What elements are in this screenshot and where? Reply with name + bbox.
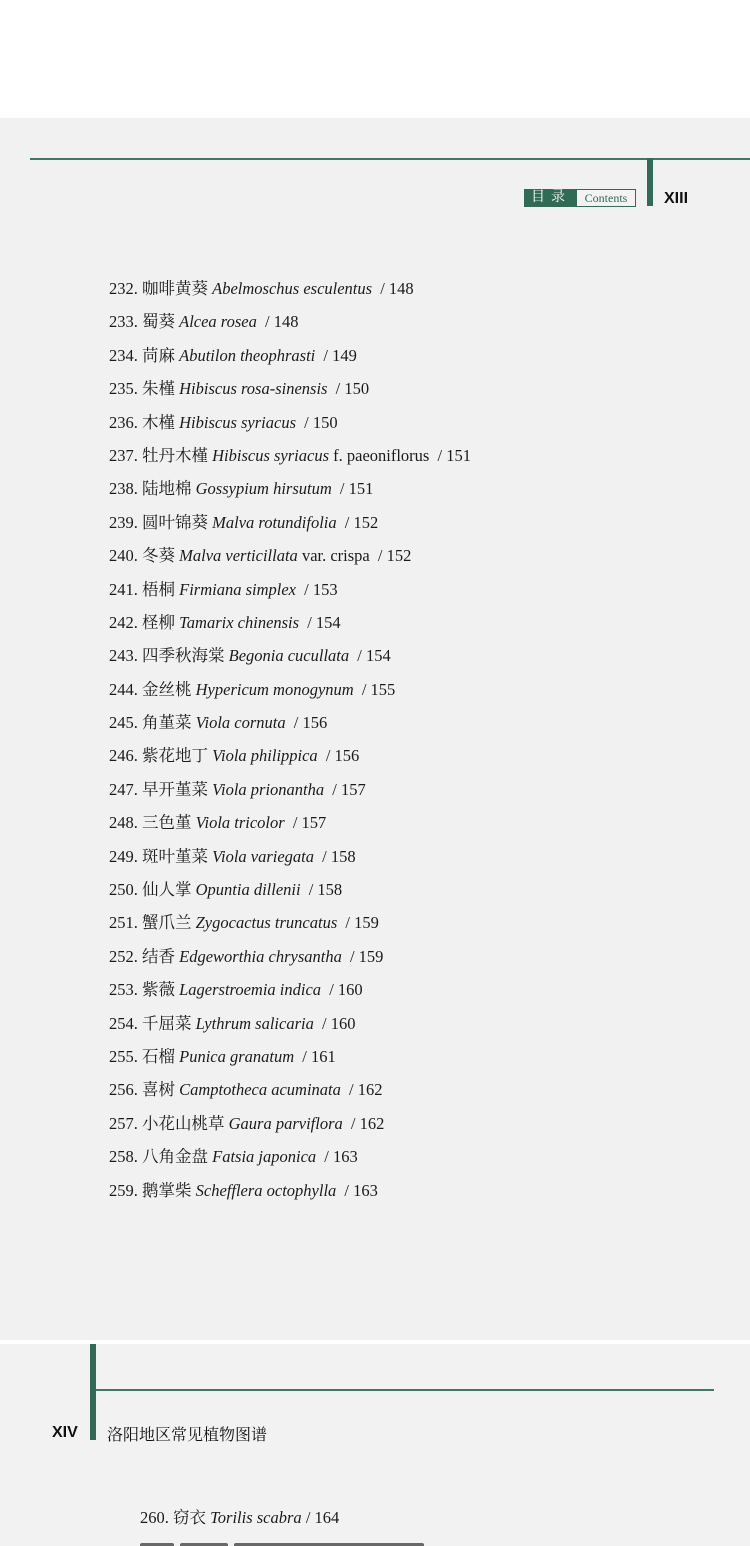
entry-number: 240. (109, 546, 138, 566)
entry-page: / 152 (377, 546, 412, 566)
entry-number: 239. (109, 512, 138, 532)
entry-page: / 158 (308, 880, 343, 900)
entry-page: / 161 (302, 1046, 336, 1066)
entry-number: 236. (109, 412, 138, 432)
header-rule (30, 158, 750, 160)
page-number-next: XIV (52, 1424, 78, 1441)
entry-page: / 158 (322, 846, 356, 866)
entry-name-sci: Lagerstroemia indica (179, 980, 322, 1000)
entry-number: 250. (109, 880, 138, 900)
entry-name-cn: 仙人掌 (142, 880, 192, 900)
entry-name-cn: 角堇菜 (142, 713, 192, 733)
entry-number: 246. (109, 746, 138, 766)
entry-page: / 160 (329, 980, 363, 1000)
entry-number: 257. (109, 1113, 138, 1133)
entry-number: 247. (109, 779, 138, 799)
entry-page: / 156 (293, 713, 328, 733)
entry-page: / 151 (437, 445, 471, 465)
toc-entry (109, 1107, 471, 1140)
entry-name-sci: Gossypium hirsutum (195, 479, 332, 499)
toc-entry (109, 305, 471, 338)
entry-name-cn: 金丝桃 (142, 679, 192, 699)
entry-name-sci: Viola tricolor (195, 813, 285, 833)
entry-page: / 150 (304, 412, 338, 432)
page-margin-top (0, 0, 750, 118)
entry-number: 235. (109, 379, 138, 399)
toc-entry (109, 573, 471, 606)
page-number: XIII (664, 190, 689, 207)
entry-qualifier: var. crispa (301, 546, 370, 566)
toc-entry (109, 372, 471, 405)
entry-name-sci: Malva rotundifolia (212, 512, 337, 532)
entry-number: 256. (109, 1080, 138, 1100)
section-label-cn: 目录 (524, 189, 576, 207)
entry-name-cn: 斑叶堇菜 (142, 846, 208, 866)
entry-name-sci: Abelmoschus esculentus (212, 279, 373, 298)
toc-entry (109, 1040, 471, 1073)
entry-name-sci: Hibiscus rosa-sinensis (179, 379, 328, 399)
footer-accent-bar (90, 1344, 96, 1440)
entry-name-cn: 结香 (142, 946, 175, 966)
entry-name-sci: Edgeworthia chrysantha (179, 946, 342, 966)
entry-name-sci: Viola prionantha (212, 779, 325, 799)
entry-name-sci: Opuntia dillenii (195, 880, 301, 900)
contents-page-xiv (0, 1344, 750, 1546)
entry-number: 251. (109, 913, 138, 933)
section-label-en: Contents (576, 189, 636, 207)
toc-entry (109, 940, 471, 973)
entry-page: / 160 (321, 1013, 356, 1033)
entry-page: / 154 (307, 612, 341, 632)
entry-number: 233. (109, 312, 138, 332)
entry-name-sci: Begonia cucullata (228, 646, 350, 666)
entry-page: / 162 (350, 1113, 385, 1133)
toc-entry (109, 272, 471, 305)
toc-entry-next (140, 1505, 339, 1531)
entry-page: / 157 (332, 779, 366, 799)
entry-name-sci: Malva verticillata (179, 546, 298, 566)
entry-page: / 164 (305, 1508, 340, 1527)
entry-number: 234. (109, 345, 138, 365)
toc-entry (109, 639, 471, 672)
entry-page: / 163 (344, 1180, 378, 1200)
entry-number: 241. (109, 579, 138, 599)
entry-name-sci: Tamarix chinensis (179, 612, 300, 632)
entry-page: / 151 (339, 479, 374, 499)
entry-name-sci: Viola cornuta (195, 713, 286, 733)
entry-number: 245. (109, 713, 138, 733)
entry-name-cn: 冬葵 (142, 546, 175, 566)
toc-entry (109, 1073, 471, 1106)
entry-page: / 157 (292, 813, 327, 833)
entry-name-sci: Hypericum monogynum (195, 679, 354, 699)
entry-number: 252. (109, 946, 138, 966)
entry-number: 254. (109, 1013, 138, 1033)
entry-name-sci: Fatsia japonica (212, 1147, 317, 1167)
entry-name-cn: 咖啡黄葵 (142, 279, 208, 298)
entry-name-cn: 石榴 (142, 1046, 175, 1066)
toc-entry (109, 906, 471, 939)
toc-entry (109, 973, 471, 1006)
toc-entry (109, 673, 471, 706)
entry-name-cn: 窃衣 (173, 1508, 206, 1527)
entry-name-sci: Abutilon theophrasti (179, 345, 316, 365)
entry-page: / 155 (361, 679, 396, 699)
entry-name-sci: Zygocactus truncatus (195, 913, 338, 933)
cut-off-text-line (140, 1538, 460, 1546)
entry-name-cn: 蟹爪兰 (142, 913, 192, 933)
toc-entry (109, 339, 471, 372)
book-title: 洛阳地区常见植物图谱 (107, 1425, 268, 1444)
entry-number: 258. (109, 1147, 138, 1167)
entry-page: / 162 (349, 1080, 383, 1100)
entry-number: 242. (109, 612, 138, 632)
entry-number: 255. (109, 1046, 138, 1066)
entry-name-cn: 紫花地丁 (142, 746, 208, 766)
entry-name-sci: Schefflera octophylla (195, 1180, 337, 1200)
entry-number: 244. (109, 679, 138, 699)
entry-number: 260. (140, 1508, 169, 1527)
entry-name-sci: Viola variegata (212, 846, 315, 866)
toc-entry (109, 706, 471, 739)
toc-list (109, 272, 471, 1207)
entry-qualifier: f. paeoniflorus (333, 445, 430, 465)
section-badge (524, 189, 636, 207)
entry-page: / 153 (304, 579, 338, 599)
entry-name-cn: 木槿 (142, 412, 175, 432)
toc-entry (109, 606, 471, 639)
entry-page: / 156 (325, 746, 360, 766)
entry-number: 248. (109, 813, 138, 833)
entry-name-sci: Viola philippica (212, 746, 318, 766)
entry-page: / 149 (323, 345, 357, 365)
toc-entry (109, 1174, 471, 1207)
entry-name-cn: 牡丹木槿 (142, 445, 208, 465)
toc-entry (109, 539, 471, 572)
entry-name-cn: 柽柳 (142, 612, 175, 632)
entry-number: 249. (109, 846, 138, 866)
entry-name-cn: 陆地棉 (142, 479, 192, 499)
entry-number: 237. (109, 445, 138, 465)
toc-entry (109, 472, 471, 505)
entry-page: / 148 (380, 279, 414, 298)
entry-name-sci: Camptotheca acuminata (179, 1080, 341, 1100)
entry-name-sci: Firmiana simplex (179, 579, 296, 599)
entry-page: / 163 (324, 1147, 358, 1167)
entry-name-cn: 圆叶锦葵 (142, 512, 208, 532)
toc-entry (109, 1140, 471, 1173)
entry-page: / 152 (344, 512, 379, 532)
entry-name-sci: Lythrum salicaria (195, 1013, 314, 1033)
entry-page: / 148 (265, 312, 299, 332)
entry-name-sci: Hibiscus syriacus (212, 445, 329, 465)
entry-name-cn: 喜树 (142, 1080, 175, 1100)
toc-entry (109, 840, 471, 873)
entry-name-cn: 紫薇 (142, 980, 175, 1000)
entry-name-cn: 八角金盘 (142, 1147, 208, 1167)
entry-name-cn: 苘麻 (142, 345, 175, 365)
entry-name-cn: 四季秋海棠 (142, 646, 225, 666)
toc-entry (109, 439, 471, 472)
toc-entry (109, 1007, 471, 1040)
entry-name-cn: 三色堇 (142, 813, 192, 833)
header-accent-bar (647, 158, 653, 206)
toc-entry (109, 873, 471, 906)
toc-entry (109, 739, 471, 772)
entry-name-cn: 鹅掌柴 (142, 1180, 192, 1200)
entry-number: 253. (109, 980, 138, 1000)
entry-name-sci: Alcea rosea (179, 312, 257, 332)
entry-name-cn: 小花山桃草 (142, 1113, 225, 1133)
entry-number: 259. (109, 1180, 138, 1200)
entry-page: / 159 (349, 946, 384, 966)
entry-name-cn: 蜀葵 (142, 312, 175, 332)
toc-entry (109, 506, 471, 539)
entry-name-sci: Hibiscus syriacus (179, 412, 296, 432)
footer-rule (96, 1389, 714, 1391)
entry-page: / 159 (345, 913, 379, 933)
toc-entry (109, 773, 471, 806)
entry-name-cn: 梧桐 (142, 579, 175, 599)
entry-name-sci: Punica granatum (179, 1046, 295, 1066)
toc-entry (109, 806, 471, 839)
entry-name-cn: 早开堇菜 (142, 779, 208, 799)
entry-number: 238. (109, 479, 138, 499)
entry-page: / 154 (357, 646, 391, 666)
entry-number: 243. (109, 646, 138, 666)
entry-name-sci: Torilis scabra (210, 1508, 302, 1527)
entry-page: / 150 (335, 379, 370, 399)
entry-name-cn: 千屈菜 (142, 1013, 192, 1033)
entry-name-sci: Gaura parviflora (228, 1113, 343, 1133)
entry-name-cn: 朱槿 (142, 379, 175, 399)
entry-number: 232. (109, 279, 138, 298)
toc-entry (109, 406, 471, 439)
